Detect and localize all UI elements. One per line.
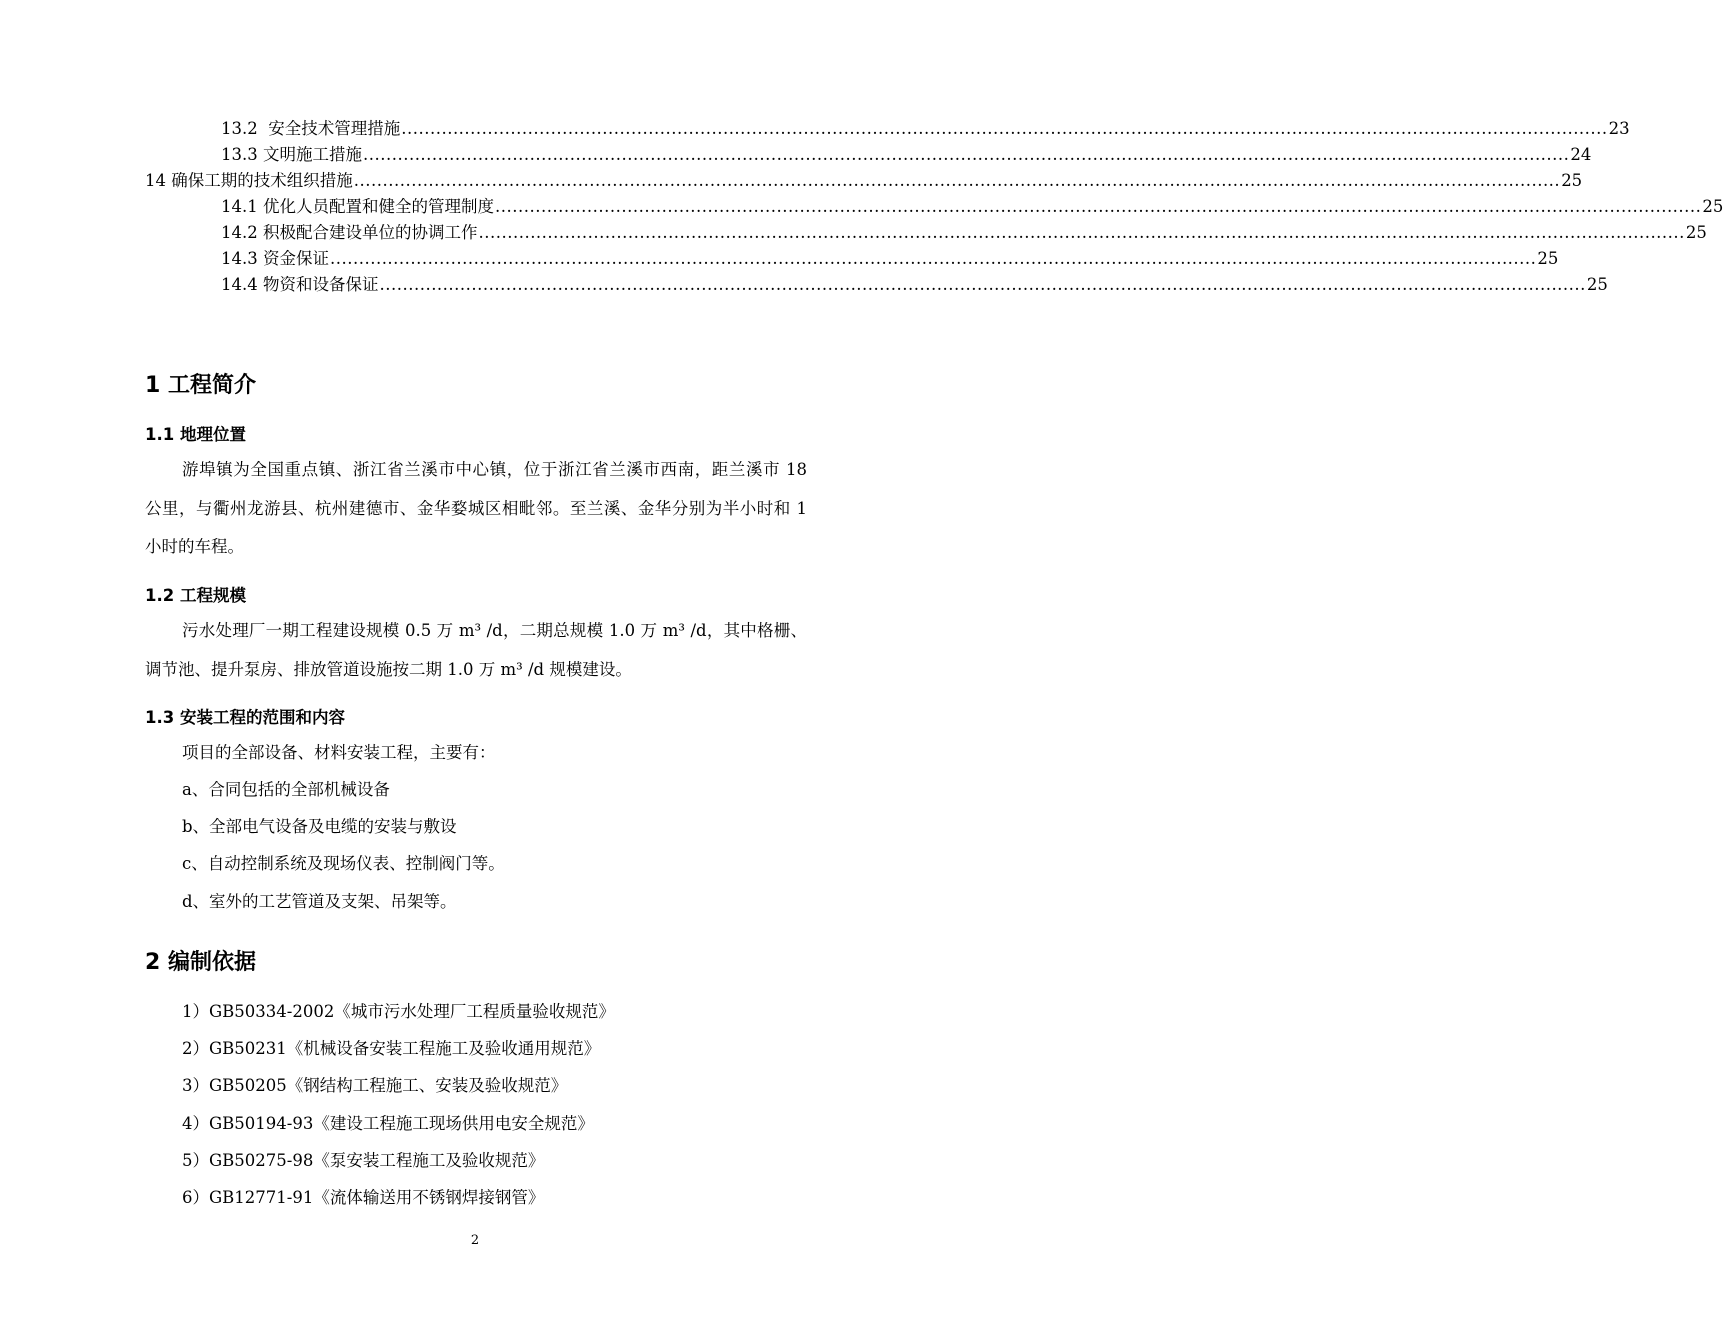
- page-number: 2: [470, 1233, 480, 1248]
- section-1-1-paragraph: 游埠镇为全国重点镇、浙江省兰溪市中心镇，位于浙江省兰溪市西南，距兰溪市 18 公里，与衢州龙游县、杭州建德市、金华婺城区相毗邻。至兰溪、金华分别为半小时和 1 小时的车程。: [145, 460, 807, 556]
- toc-dot-leader: ..................................................................................................................................................................................................................: [379, 275, 1586, 294]
- toc-entry[interactable]: [145, 170, 1583, 192]
- toc-entry-page: 25: [1685, 223, 1707, 242]
- toc-dot-leader: ..................................................................................................................................................................................................................: [362, 145, 1570, 164]
- section-1-2-heading: 1.2 工程规模: [145, 586, 246, 605]
- reference-item: 1）GB50334-2002《城市污水处理厂工程质量验收规范》: [182, 1002, 615, 1021]
- section-1-3-intro: 项目的全部设备、材料安装工程，主要有：: [182, 743, 496, 762]
- toc-entry-label: 14 确保工期的技术组织措施: [145, 171, 353, 190]
- section-1-heading: 1 工程简介: [145, 373, 256, 398]
- section-1-2-paragraph: 污水处理厂一期工程建设规模 0.5 万 m³ /d，二期总规模 1.0 万 m³ /d，其中格栅、调节池、提升泵房、排放管道设施按二期 1.0 万 m³ /d 规模建设。: [145, 621, 807, 679]
- list-item: c、自动控制系统及现场仪表、控制阀门等。: [182, 854, 505, 873]
- reference-item: 2）GB50231《机械设备安装工程施工及验收通用规范》: [182, 1039, 601, 1058]
- toc-entry-page: 25: [1702, 197, 1723, 216]
- toc-dot-leader: ..................................................................................................................................................................................................................: [494, 197, 1702, 216]
- toc-entry-page: 23: [1608, 119, 1630, 138]
- list-item: a、合同包括的全部机械设备: [182, 780, 390, 799]
- toc-entry-label: 14.4 物资和设备保证: [221, 275, 379, 294]
- section-2-heading: 2 编制依据: [145, 950, 256, 975]
- toc-entry[interactable]: [221, 222, 1707, 244]
- toc-entry-page: 25: [1537, 249, 1559, 268]
- toc-entry-label: 13.2 安全技术管理措施: [221, 119, 401, 138]
- toc-entry-label: 14.1 优化人员配置和健全的管理制度: [221, 197, 494, 216]
- toc-entry-page: 25: [1561, 171, 1583, 190]
- list-item: b、全部电气设备及电缆的安装与敷设: [182, 817, 457, 836]
- section-1-1-heading: 1.1 地理位置: [145, 425, 246, 444]
- toc-entry-label: 14.2 积极配合建设单位的协调工作: [221, 223, 478, 242]
- toc-entry-page: 25: [1586, 275, 1608, 294]
- toc-entry-label: 14.3 资金保证: [221, 249, 329, 268]
- toc-dot-leader: ..................................................................................................................................................................................................................: [478, 223, 1685, 242]
- toc-entry-page: 24: [1570, 145, 1592, 164]
- section-1-3-heading: 1.3 安装工程的范围和内容: [145, 708, 345, 727]
- reference-item: 3）GB50205《钢结构工程施工、安装及验收规范》: [182, 1076, 568, 1095]
- toc-dot-leader: ..................................................................................................................................................................................................................: [353, 171, 1561, 190]
- toc-dot-leader: ..................................................................................................................................................................................................................: [401, 119, 1608, 138]
- toc-entry-label: 13.3 文明施工措施: [221, 145, 362, 164]
- reference-item: 4）GB50194-93《建设工程施工现场供用电安全规范》: [182, 1114, 594, 1133]
- reference-item: 5）GB50275-98《泵安装工程施工及验收规范》: [182, 1151, 545, 1170]
- toc-entry[interactable]: [221, 144, 1592, 166]
- toc-entry[interactable]: [221, 274, 1608, 296]
- toc-entry[interactable]: [221, 248, 1559, 270]
- list-item: d、室外的工艺管道及支架、吊架等。: [182, 892, 457, 911]
- toc-entry[interactable]: [221, 196, 1723, 218]
- reference-item: 6）GB12771-91《流体输送用不锈钢焊接钢管》: [182, 1188, 545, 1207]
- toc-dot-leader: ..................................................................................................................................................................................................................: [329, 249, 1537, 268]
- toc-entry[interactable]: [221, 118, 1630, 140]
